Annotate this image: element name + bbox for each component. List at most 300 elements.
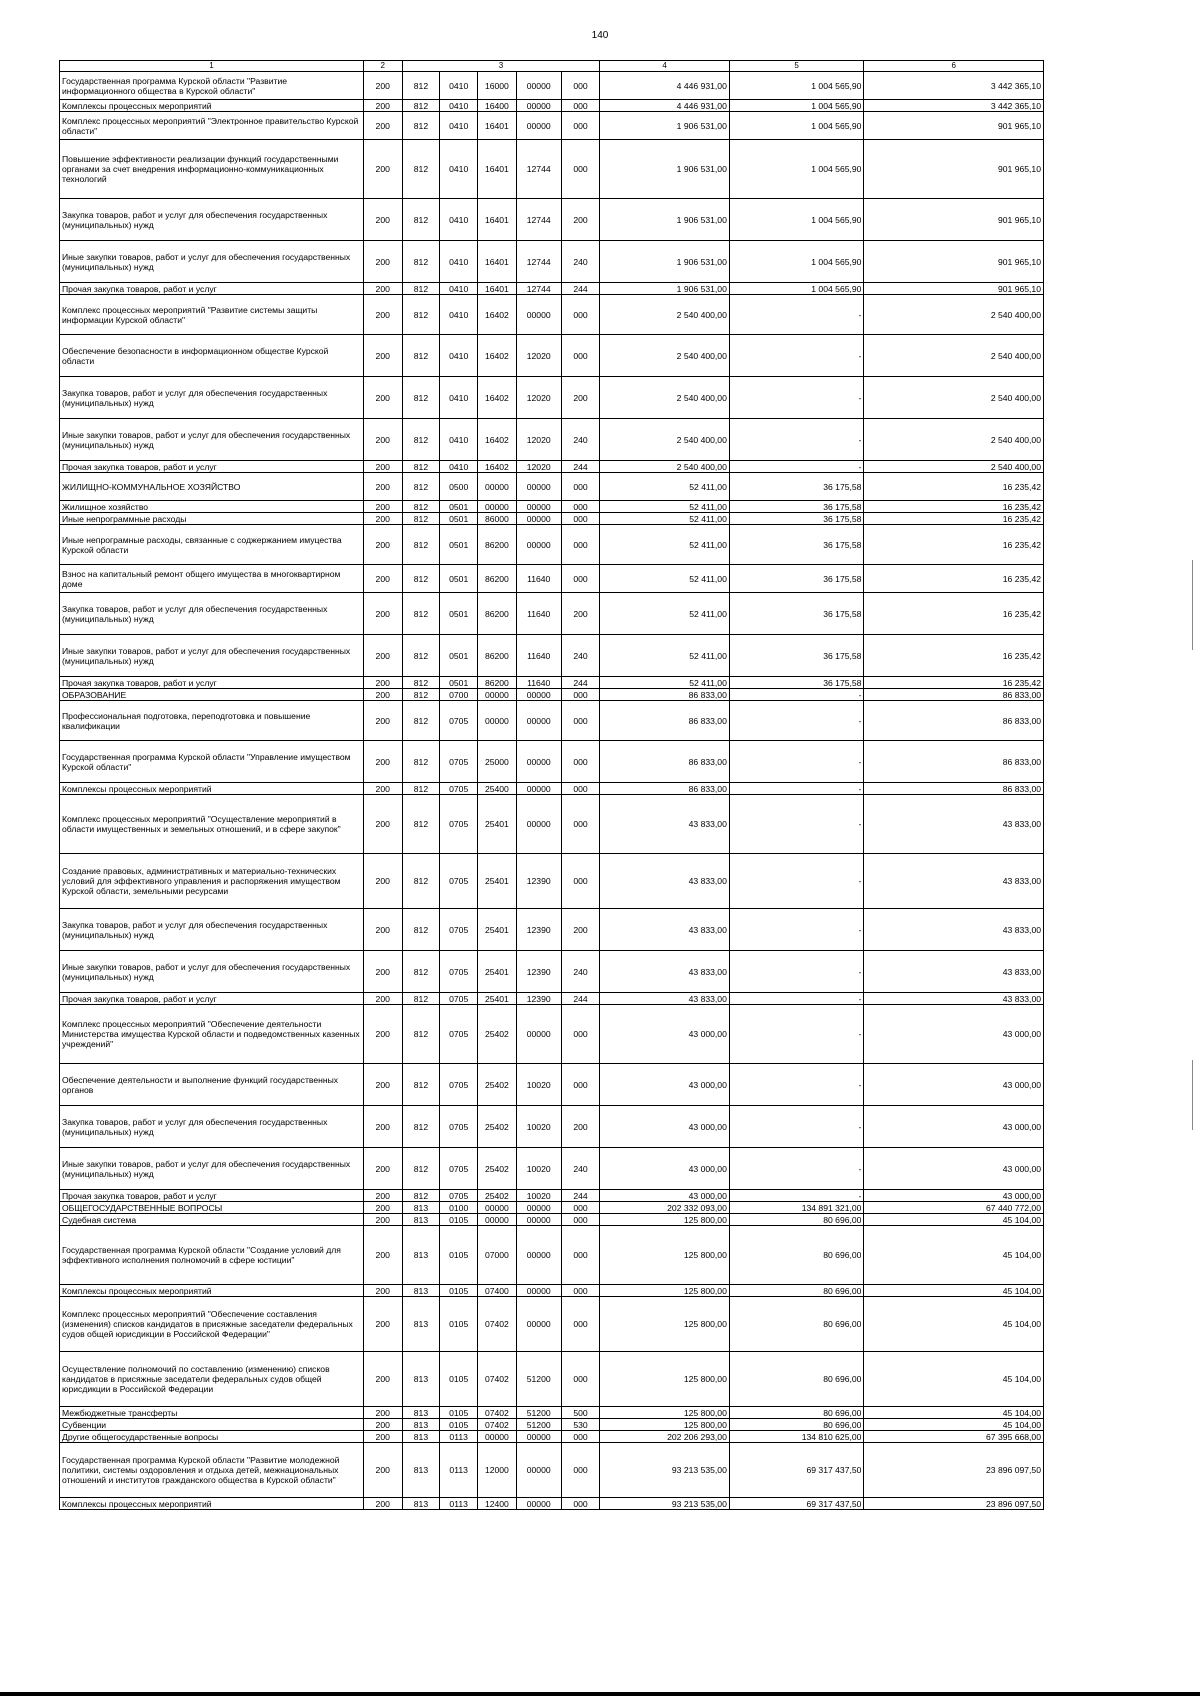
code-program: 16401 — [478, 140, 517, 199]
code-ministry: 812 — [402, 473, 440, 501]
table-row — [60, 951, 1044, 993]
row-name: ОБЩЕГОСУДАРСТВЕННЫЕ ВОПРОСЫ — [60, 1202, 364, 1214]
row-name: Закупка товаров, работ и услуг для обеспечения государственных (муниципальных) нужд — [60, 1106, 364, 1148]
row-name: Обеспечение безопасности в информационном обществе Курской области — [60, 335, 364, 377]
table-row — [60, 1106, 1044, 1148]
amount-plan: 43 000,00 — [600, 1106, 730, 1148]
amount-executed: 36 175,58 — [729, 593, 864, 635]
amount-remaining: 86 833,00 — [864, 689, 1044, 701]
code-ministry: 812 — [402, 100, 440, 112]
code-section: 0113 — [440, 1443, 478, 1498]
amount-remaining: 86 833,00 — [864, 741, 1044, 783]
amount-remaining: 16 235,42 — [864, 635, 1044, 677]
code-expense-type: 000 — [561, 501, 600, 513]
table-row — [60, 1443, 1044, 1498]
code-program: 12000 — [478, 1443, 517, 1498]
code-admin: 200 — [363, 1226, 402, 1285]
code-expense-type: 000 — [561, 1202, 600, 1214]
code-section: 0100 — [440, 1202, 478, 1214]
code-direction: 12744 — [516, 283, 561, 295]
table-row — [60, 1214, 1044, 1226]
code-admin: 200 — [363, 565, 402, 593]
code-expense-type: 000 — [561, 1226, 600, 1285]
code-section: 0105 — [440, 1297, 478, 1352]
budget-table — [59, 60, 1044, 1510]
amount-plan: 2 540 400,00 — [600, 419, 730, 461]
amount-executed: - — [729, 951, 864, 993]
code-expense-type: 000 — [561, 513, 600, 525]
code-direction: 00000 — [516, 100, 561, 112]
code-direction: 00000 — [516, 1297, 561, 1352]
amount-plan: 2 540 400,00 — [600, 377, 730, 419]
row-name: Жилищное хозяйство — [60, 501, 364, 513]
code-program: 16000 — [478, 72, 517, 100]
code-expense-type: 240 — [561, 951, 600, 993]
amount-executed: - — [729, 461, 864, 473]
row-name: Иные закупки товаров, работ и услуг для обеспечения государственных (муниципальных) нужд — [60, 419, 364, 461]
code-section: 0501 — [440, 635, 478, 677]
row-name: Государственная программа Курской области "Развитие молодежной политики, системы оздоровления и отдыха детей, межнациональных отношений и институтов гражданского общества в Курской области" — [60, 1443, 364, 1498]
code-ministry: 812 — [402, 909, 440, 951]
code-ministry: 812 — [402, 951, 440, 993]
code-section: 0705 — [440, 741, 478, 783]
amount-plan: 2 540 400,00 — [600, 461, 730, 473]
amount-remaining: 16 235,42 — [864, 525, 1044, 565]
code-admin: 200 — [363, 241, 402, 283]
code-program: 07400 — [478, 1285, 517, 1297]
code-section: 0501 — [440, 525, 478, 565]
code-direction: 51200 — [516, 1352, 561, 1407]
amount-plan: 1 906 531,00 — [600, 140, 730, 199]
amount-remaining: 45 104,00 — [864, 1297, 1044, 1352]
code-ministry: 812 — [402, 1106, 440, 1148]
table-row — [60, 1431, 1044, 1443]
code-direction: 12020 — [516, 461, 561, 473]
code-section: 0705 — [440, 909, 478, 951]
table-row — [60, 1064, 1044, 1106]
scan-edge-mark — [1192, 1060, 1193, 1130]
amount-remaining: 16 235,42 — [864, 473, 1044, 501]
code-program: 25400 — [478, 783, 517, 795]
amount-plan: 43 833,00 — [600, 795, 730, 854]
table-row — [60, 100, 1044, 112]
amount-executed: 1 004 565,90 — [729, 199, 864, 241]
amount-remaining: 43 000,00 — [864, 1064, 1044, 1106]
amount-remaining: 45 104,00 — [864, 1285, 1044, 1297]
code-section: 0410 — [440, 100, 478, 112]
amount-executed: 36 175,58 — [729, 473, 864, 501]
amount-executed: 80 696,00 — [729, 1285, 864, 1297]
table-row — [60, 1407, 1044, 1419]
row-name: Повышение эффективности реализации функций государственными органами за счет внедрения информационно-коммуникационных технологий — [60, 140, 364, 199]
code-section: 0705 — [440, 1190, 478, 1202]
code-admin: 200 — [363, 199, 402, 241]
code-ministry: 813 — [402, 1419, 440, 1431]
code-ministry: 812 — [402, 993, 440, 1005]
amount-remaining: 2 540 400,00 — [864, 377, 1044, 419]
code-direction: 00000 — [516, 1431, 561, 1443]
code-program: 25401 — [478, 795, 517, 854]
row-name: Субвенции — [60, 1419, 364, 1431]
code-admin: 200 — [363, 741, 402, 783]
code-direction: 00000 — [516, 689, 561, 701]
row-name: Закупка товаров, работ и услуг для обеспечения государственных (муниципальных) нужд — [60, 909, 364, 951]
code-admin: 200 — [363, 1190, 402, 1202]
amount-plan: 43 833,00 — [600, 951, 730, 993]
table-row — [60, 565, 1044, 593]
amount-executed: - — [729, 377, 864, 419]
amount-executed: 134 810 625,00 — [729, 1431, 864, 1443]
code-expense-type: 200 — [561, 199, 600, 241]
code-expense-type: 000 — [561, 473, 600, 501]
amount-executed: - — [729, 335, 864, 377]
code-admin: 200 — [363, 461, 402, 473]
code-ministry: 813 — [402, 1285, 440, 1297]
amount-executed: 1 004 565,90 — [729, 241, 864, 283]
amount-plan: 125 800,00 — [600, 1285, 730, 1297]
amount-executed: 36 175,58 — [729, 565, 864, 593]
code-direction: 00000 — [516, 1226, 561, 1285]
code-direction: 00000 — [516, 1498, 561, 1510]
row-name: Иные непрограммные расходы — [60, 513, 364, 525]
amount-executed: - — [729, 1005, 864, 1064]
code-program: 16401 — [478, 241, 517, 283]
table-row — [60, 1190, 1044, 1202]
code-ministry: 813 — [402, 1214, 440, 1226]
row-name: ОБРАЗОВАНИЕ — [60, 689, 364, 701]
table-row — [60, 525, 1044, 565]
code-admin: 200 — [363, 1431, 402, 1443]
amount-remaining: 3 442 365,10 — [864, 72, 1044, 100]
table-row — [60, 112, 1044, 140]
amount-plan: 202 332 093,00 — [600, 1202, 730, 1214]
row-name: Иные закупки товаров, работ и услуг для обеспечения государственных (муниципальных) нужд — [60, 1148, 364, 1190]
table-row — [60, 635, 1044, 677]
code-admin: 200 — [363, 783, 402, 795]
amount-remaining: 901 965,10 — [864, 283, 1044, 295]
amount-remaining: 43 833,00 — [864, 993, 1044, 1005]
row-name: Государственная программа Курской области "Создание условий для эффективного исполнения полномочий в сфере юстиции" — [60, 1226, 364, 1285]
code-admin: 200 — [363, 72, 402, 100]
code-admin: 200 — [363, 677, 402, 689]
code-direction: 10020 — [516, 1190, 561, 1202]
table-row — [60, 241, 1044, 283]
amount-executed: 80 696,00 — [729, 1407, 864, 1419]
code-direction: 10020 — [516, 1106, 561, 1148]
code-program: 25401 — [478, 854, 517, 909]
amount-remaining: 2 540 400,00 — [864, 335, 1044, 377]
code-admin: 200 — [363, 689, 402, 701]
amount-remaining: 43 833,00 — [864, 951, 1044, 993]
code-section: 0410 — [440, 377, 478, 419]
code-direction: 12390 — [516, 909, 561, 951]
amount-plan: 86 833,00 — [600, 689, 730, 701]
code-expense-type: 200 — [561, 377, 600, 419]
code-expense-type: 000 — [561, 783, 600, 795]
code-ministry: 813 — [402, 1226, 440, 1285]
code-admin: 200 — [363, 1443, 402, 1498]
table-body — [60, 72, 1044, 1510]
code-program: 07402 — [478, 1352, 517, 1407]
code-program: 25402 — [478, 1005, 517, 1064]
amount-plan: 4 446 931,00 — [600, 72, 730, 100]
amount-executed: 36 175,58 — [729, 677, 864, 689]
amount-plan: 1 906 531,00 — [600, 199, 730, 241]
code-admin: 200 — [363, 1106, 402, 1148]
amount-executed: 36 175,58 — [729, 501, 864, 513]
code-section: 0113 — [440, 1498, 478, 1510]
code-ministry: 813 — [402, 1407, 440, 1419]
code-program: 25402 — [478, 1148, 517, 1190]
column-header-5: 5 — [729, 61, 864, 72]
code-section: 0410 — [440, 335, 478, 377]
row-name: Закупка товаров, работ и услуг для обеспечения государственных (муниципальных) нужд — [60, 199, 364, 241]
code-program: 25401 — [478, 909, 517, 951]
amount-remaining: 43 000,00 — [864, 1148, 1044, 1190]
amount-plan: 43 833,00 — [600, 993, 730, 1005]
code-admin: 200 — [363, 1352, 402, 1407]
code-expense-type: 000 — [561, 112, 600, 140]
row-name: Профессиональная подготовка, переподготовка и повышение квалификации — [60, 701, 364, 741]
column-header-6: 6 — [864, 61, 1044, 72]
code-section: 0705 — [440, 1148, 478, 1190]
amount-plan: 86 833,00 — [600, 741, 730, 783]
code-direction: 51200 — [516, 1407, 561, 1419]
code-section: 0113 — [440, 1431, 478, 1443]
amount-executed: 69 317 437,50 — [729, 1443, 864, 1498]
code-direction: 12390 — [516, 993, 561, 1005]
amount-plan: 43 000,00 — [600, 1064, 730, 1106]
code-program: 00000 — [478, 501, 517, 513]
row-name: Государственная программа Курской области "Развитие информационного общества в Курской области" — [60, 72, 364, 100]
amount-remaining: 3 442 365,10 — [864, 100, 1044, 112]
code-direction: 12744 — [516, 140, 561, 199]
code-expense-type: 240 — [561, 241, 600, 283]
amount-executed: 80 696,00 — [729, 1352, 864, 1407]
amount-plan: 86 833,00 — [600, 783, 730, 795]
table-row — [60, 140, 1044, 199]
amount-plan: 52 411,00 — [600, 501, 730, 513]
amount-executed: - — [729, 909, 864, 951]
amount-plan: 1 906 531,00 — [600, 283, 730, 295]
code-direction: 00000 — [516, 501, 561, 513]
code-program: 12400 — [478, 1498, 517, 1510]
code-ministry: 812 — [402, 783, 440, 795]
code-program: 16402 — [478, 295, 517, 335]
amount-executed: - — [729, 295, 864, 335]
row-name: Государственная программа Курской области "Управление имуществом Курской области" — [60, 741, 364, 783]
amount-plan: 125 800,00 — [600, 1419, 730, 1431]
amount-plan: 43 833,00 — [600, 854, 730, 909]
code-program: 00000 — [478, 689, 517, 701]
amount-executed: - — [729, 1106, 864, 1148]
code-direction: 00000 — [516, 513, 561, 525]
code-ministry: 812 — [402, 565, 440, 593]
amount-remaining: 86 833,00 — [864, 783, 1044, 795]
code-program: 07402 — [478, 1419, 517, 1431]
code-direction: 00000 — [516, 795, 561, 854]
page-number: 140 — [591, 30, 609, 41]
code-admin: 200 — [363, 854, 402, 909]
code-admin: 200 — [363, 473, 402, 501]
code-expense-type: 240 — [561, 419, 600, 461]
row-name: Комплекс процессных мероприятий "Электронное правительство Курской области" — [60, 112, 364, 140]
code-admin: 200 — [363, 593, 402, 635]
table-row — [60, 473, 1044, 501]
code-admin: 200 — [363, 501, 402, 513]
amount-executed: 80 696,00 — [729, 1297, 864, 1352]
row-name: Обеспечение деятельности и выполнение функций государственных органов — [60, 1064, 364, 1106]
code-ministry: 813 — [402, 1498, 440, 1510]
code-direction: 10020 — [516, 1148, 561, 1190]
row-name: Прочая закупка товаров, работ и услуг — [60, 677, 364, 689]
code-admin: 200 — [363, 1407, 402, 1419]
code-admin: 200 — [363, 1064, 402, 1106]
amount-plan: 125 800,00 — [600, 1214, 730, 1226]
row-name: Межбюджетные трансферты — [60, 1407, 364, 1419]
table-row — [60, 909, 1044, 951]
code-expense-type: 244 — [561, 461, 600, 473]
table-row — [60, 783, 1044, 795]
code-section: 0705 — [440, 1106, 478, 1148]
amount-remaining: 43 000,00 — [864, 1106, 1044, 1148]
column-header-2: 2 — [363, 61, 402, 72]
code-ministry: 813 — [402, 1202, 440, 1214]
table-row — [60, 1005, 1044, 1064]
code-expense-type: 000 — [561, 1285, 600, 1297]
code-program: 86200 — [478, 525, 517, 565]
code-ministry: 812 — [402, 283, 440, 295]
table-row — [60, 461, 1044, 473]
code-admin: 200 — [363, 140, 402, 199]
row-name: Комплексы процессных мероприятий — [60, 783, 364, 795]
amount-remaining: 86 833,00 — [864, 701, 1044, 741]
amount-remaining: 43 833,00 — [864, 909, 1044, 951]
row-name: Комплекс процессных мероприятий "Обеспечение составления (изменения) списков кандидатов в присяжные заседатели федеральных судов общей юрисдикции в Российской Федерации" — [60, 1297, 364, 1352]
code-program: 07000 — [478, 1226, 517, 1285]
amount-executed: - — [729, 1064, 864, 1106]
code-program: 25401 — [478, 951, 517, 993]
scan-bottom-bar — [0, 1692, 1200, 1696]
code-expense-type: 000 — [561, 140, 600, 199]
amount-plan: 52 411,00 — [600, 565, 730, 593]
amount-executed: - — [729, 795, 864, 854]
row-name: Комплекс процессных мероприятий "Развитие системы защиты информации Курской области" — [60, 295, 364, 335]
amount-executed: - — [729, 701, 864, 741]
code-direction: 00000 — [516, 1202, 561, 1214]
code-direction: 12390 — [516, 854, 561, 909]
code-admin: 200 — [363, 1202, 402, 1214]
code-expense-type: 000 — [561, 1443, 600, 1498]
code-section: 0501 — [440, 593, 478, 635]
code-admin: 200 — [363, 283, 402, 295]
code-admin: 200 — [363, 1419, 402, 1431]
amount-remaining: 901 965,10 — [864, 140, 1044, 199]
table-row — [60, 677, 1044, 689]
code-program: 16402 — [478, 461, 517, 473]
code-section: 0410 — [440, 461, 478, 473]
amount-executed: 36 175,58 — [729, 525, 864, 565]
code-direction: 12020 — [516, 377, 561, 419]
code-direction: 00000 — [516, 783, 561, 795]
code-program: 25402 — [478, 1106, 517, 1148]
row-name: Другие общегосударственные вопросы — [60, 1431, 364, 1443]
code-direction: 00000 — [516, 1443, 561, 1498]
code-program: 16402 — [478, 377, 517, 419]
amount-executed: - — [729, 783, 864, 795]
code-section: 0410 — [440, 241, 478, 283]
code-section: 0501 — [440, 501, 478, 513]
amount-remaining: 16 235,42 — [864, 677, 1044, 689]
code-section: 0705 — [440, 1064, 478, 1106]
row-name: Иные закупки товаров, работ и услуг для обеспечения государственных (муниципальных) нужд — [60, 635, 364, 677]
amount-remaining: 23 896 097,50 — [864, 1443, 1044, 1498]
code-ministry: 812 — [402, 689, 440, 701]
amount-plan: 43 000,00 — [600, 1005, 730, 1064]
code-program: 86200 — [478, 677, 517, 689]
amount-remaining: 43 000,00 — [864, 1190, 1044, 1202]
code-admin: 200 — [363, 295, 402, 335]
code-direction: 11640 — [516, 593, 561, 635]
code-direction: 12744 — [516, 199, 561, 241]
table-row — [60, 1419, 1044, 1431]
code-section: 0501 — [440, 677, 478, 689]
code-admin: 200 — [363, 1285, 402, 1297]
code-ministry: 812 — [402, 741, 440, 783]
code-expense-type: 000 — [561, 1431, 600, 1443]
code-section: 0105 — [440, 1285, 478, 1297]
code-expense-type: 000 — [561, 100, 600, 112]
row-name: Комплексы процессных мероприятий — [60, 100, 364, 112]
code-direction: 12020 — [516, 335, 561, 377]
amount-executed: 69 317 437,50 — [729, 1498, 864, 1510]
code-section: 0410 — [440, 199, 478, 241]
code-program: 25402 — [478, 1064, 517, 1106]
amount-plan: 52 411,00 — [600, 593, 730, 635]
code-direction: 00000 — [516, 701, 561, 741]
code-admin: 200 — [363, 100, 402, 112]
code-ministry: 812 — [402, 72, 440, 100]
code-expense-type: 000 — [561, 795, 600, 854]
code-ministry: 812 — [402, 419, 440, 461]
code-admin: 200 — [363, 513, 402, 525]
code-section: 0410 — [440, 295, 478, 335]
code-expense-type: 000 — [561, 689, 600, 701]
code-direction: 00000 — [516, 295, 561, 335]
amount-plan: 93 213 535,00 — [600, 1443, 730, 1498]
code-expense-type: 000 — [561, 1498, 600, 1510]
code-section: 0410 — [440, 72, 478, 100]
code-admin: 200 — [363, 1148, 402, 1190]
code-expense-type: 000 — [561, 295, 600, 335]
code-direction: 10020 — [516, 1064, 561, 1106]
row-name: Комплекс процессных мероприятий "Обеспечение деятельности Министерства имущества Курской области и подведомственных казенных учреждений" — [60, 1005, 364, 1064]
code-program: 07402 — [478, 1297, 517, 1352]
code-program: 16400 — [478, 100, 517, 112]
amount-plan: 52 411,00 — [600, 513, 730, 525]
code-expense-type: 000 — [561, 1214, 600, 1226]
code-section: 0105 — [440, 1419, 478, 1431]
amount-executed: 134 891 321,00 — [729, 1202, 864, 1214]
code-ministry: 812 — [402, 335, 440, 377]
amount-remaining: 43 833,00 — [864, 795, 1044, 854]
code-direction: 12390 — [516, 951, 561, 993]
amount-plan: 52 411,00 — [600, 525, 730, 565]
code-expense-type: 500 — [561, 1407, 600, 1419]
row-name: Осуществление полномочий по составлению (изменению) списков кандидатов в присяжные заседатели федеральных судов общей юрисдикции в Российской Федерации — [60, 1352, 364, 1407]
amount-plan: 202 206 293,00 — [600, 1431, 730, 1443]
code-expense-type: 000 — [561, 565, 600, 593]
